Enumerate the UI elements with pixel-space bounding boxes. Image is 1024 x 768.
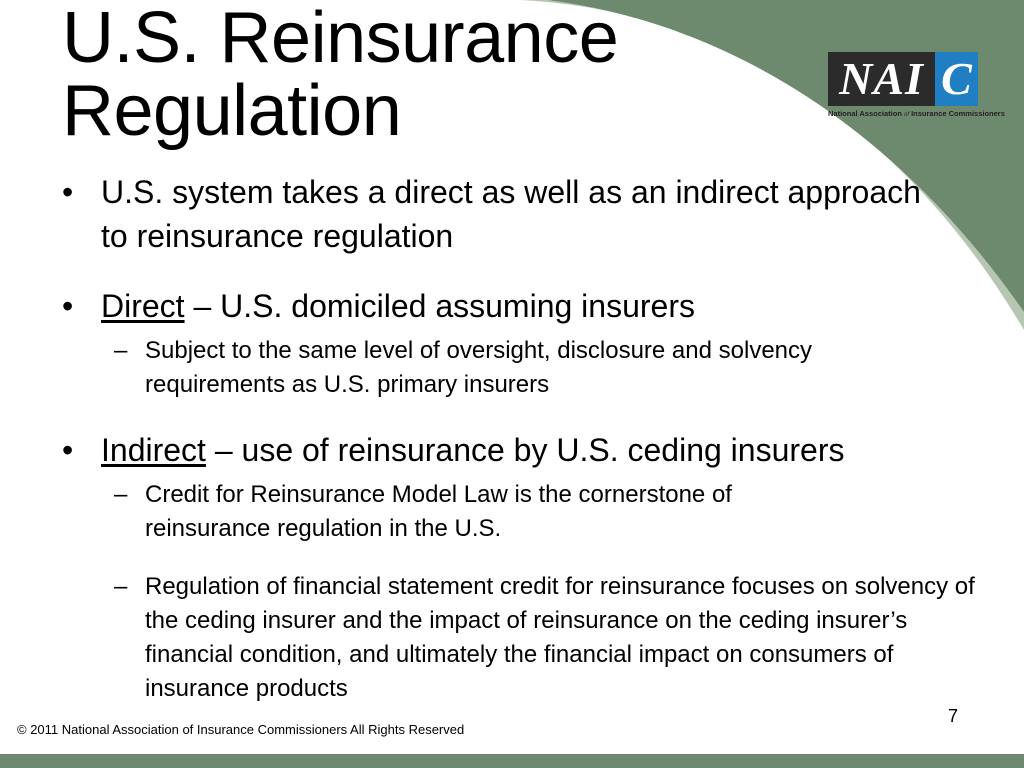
sub-bullet-item [114,570,994,706]
bullet-marker: • [62,432,74,468]
naic-logo-mark [828,52,978,106]
bullet-text: U.S. system takes a direct as well as an indirect approach to reinsurance regulation [101,174,921,254]
slide-title: U.S. Reinsurance Regulation [62,0,619,151]
copyright-footer: © 2011 National Association of Insurance Commissioners All Rights Reserved [17,722,465,737]
bullet-marker: • [62,288,74,324]
bottom-bar [0,754,1024,768]
bullet-marker: • [62,174,74,210]
logo-subtitle: National Association of Insurance Commissioners [828,109,1005,118]
sub-bullet-text: Subject to the same level of oversight, disclosure and solvency requirements as U.S. primary insurers [145,337,813,398]
logo-naic-letters: NAI [828,52,935,106]
sub-bullet-item [114,478,854,546]
sub-bullet-item [114,334,954,402]
logo-c-letter: C [935,52,978,106]
bullet-item-direct [62,284,962,328]
dash-marker: – [114,337,128,364]
sub-bullet-text: Credit for Reinsurance Model Law is the cornerstone of reinsurance regulation in the U.S. [145,481,732,542]
dash-marker: – [114,573,128,600]
naic-logo [828,52,1005,120]
term-direct: Direct [101,288,185,324]
page-number: 7 [948,706,959,726]
sub-bullet-text: Regulation of financial statement credit for reinsurance focuses on solvency of the ceding insurer and the impact of reinsurance on the ceding insurer’s financial condition, and ultimately the financial impact on consumers of insurance products [145,573,975,702]
dash-marker: – [114,481,128,508]
term-indirect: Indirect [101,432,206,468]
bullet-text: Indirect – use of reinsurance by U.S. ceding insurers [101,432,845,468]
bullet-item [62,170,922,258]
bullet-text: Direct – U.S. domiciled assuming insurers [101,288,695,324]
bullet-item-indirect [62,428,982,472]
